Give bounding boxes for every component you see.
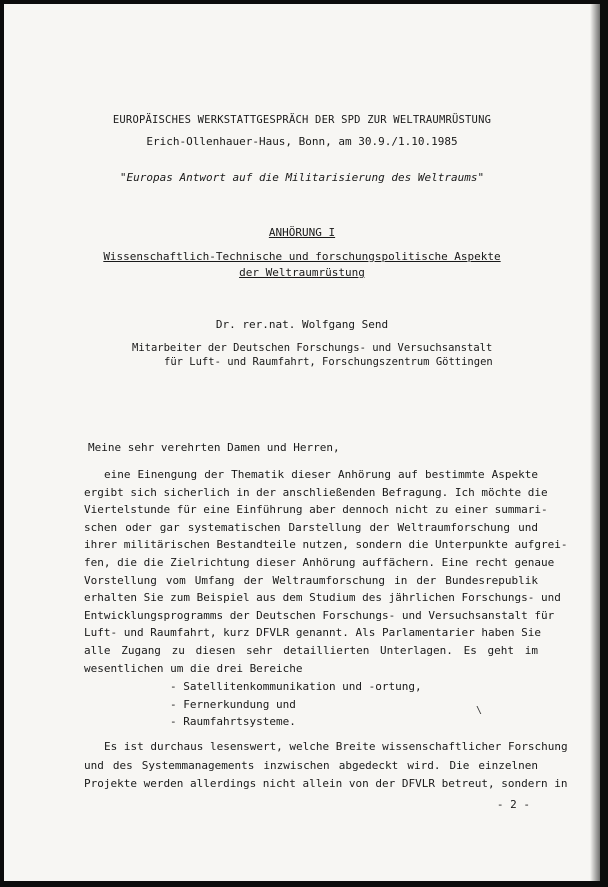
speaker-name: Dr. rer.nat. Wolfgang Send: [215, 318, 389, 331]
document-page: [4, 4, 600, 881]
paragraph-line: und des Systemmanagements inzwischen abgedeckt wird. Die einzelnen: [84, 758, 538, 772]
paragraph-line: Viertelstunde für eine Einführung aber dennoch nicht zu einer summari-: [84, 503, 548, 517]
paragraph-line: ergibt sich sicherlich in der anschließenden Befragung. Ich möchte die: [84, 485, 548, 499]
paragraph-line: Vorstellung vom Umfang der Weltraumforschung in der Bundesrepublik: [84, 573, 538, 587]
header-venue-date: Erich-Ollenhauer-Haus, Bonn, am 30.9./1.10.1985: [146, 135, 458, 148]
paragraph-line: Entwicklungsprogramms der Deutschen Forschungs- und Versuchsanstalt für: [84, 608, 555, 622]
paragraph-line: Projekte werden allerdings nicht allein von der DFVLR betreut, sondern in: [84, 777, 568, 790]
affiliation-line1: Mitarbeiter der Deutschen Forschungs- und Versuchsanstalt: [132, 342, 493, 354]
paragraph-line: Luft- und Raumfahrt, kurz DFVLR genannt. Als Parlamentarier haben Sie: [84, 626, 541, 640]
paragraph-line: schen oder gar systematischen Darstellung der Weltraumforschung und: [84, 520, 538, 534]
paragraph-line: eine Einengung der Thematik dieser Anhörung auf bestimmte Aspekte: [104, 468, 538, 481]
scan-edge-shadow: [590, 4, 600, 881]
list-item: - Fernerkundung und: [170, 697, 296, 711]
speaker-affiliation: [132, 341, 493, 369]
paragraph-1: [84, 466, 568, 677]
paragraph-line: ihrer militärischen Bestandteile nutzen, sondern die Unterpunkte aufgrei-: [84, 538, 568, 552]
page-number: - 2 -: [496, 798, 530, 811]
topic-list: [170, 678, 422, 731]
hearing-subtitle-line1: Wissenschaftlich-Technische und forschungspolitische Aspekte: [103, 250, 501, 263]
salutation: Meine sehr verehrten Damen und Herren,: [88, 441, 340, 454]
scan-mark: \: [476, 705, 483, 716]
header-title: EUROPÄISCHES WERKSTATTGESPRÄCH DER SPD ZUR WELTRAUMRÜSTUNG: [112, 114, 492, 126]
paragraph-line: alle Zugang zu diesen sehr detaillierten Unterlagen. Es geht im: [84, 643, 538, 657]
hearing-title: ANHÖRUNG I: [268, 226, 336, 239]
hearing-subtitle-line2: der Weltraumrüstung: [239, 266, 365, 279]
paragraph-line: wesentlichen um die drei Bereiche: [84, 661, 303, 675]
affiliation-line2: für Luft- und Raumfahrt, Forschungszentrum Göttingen: [164, 356, 493, 368]
list-item: - Raumfahrtsysteme.: [170, 715, 296, 729]
list-item: - Satellitenkommunikation und -ortung,: [170, 680, 422, 693]
paragraph-line: erhalten Sie zum Beispiel aus dem Studium des jährlichen Forschungs- und: [84, 591, 561, 605]
paragraph-line: Es ist durchaus lesenswert, welche Breite wissenschaftlicher Forschung: [104, 740, 568, 753]
header-theme: "Europas Antwort auf die Militarisierung des Weltraums": [119, 171, 485, 184]
paragraph-line: fen, die die Zielrichtung dieser Anhörung auffächern. Eine recht genaue: [84, 555, 555, 569]
paragraph-2: [84, 738, 568, 794]
